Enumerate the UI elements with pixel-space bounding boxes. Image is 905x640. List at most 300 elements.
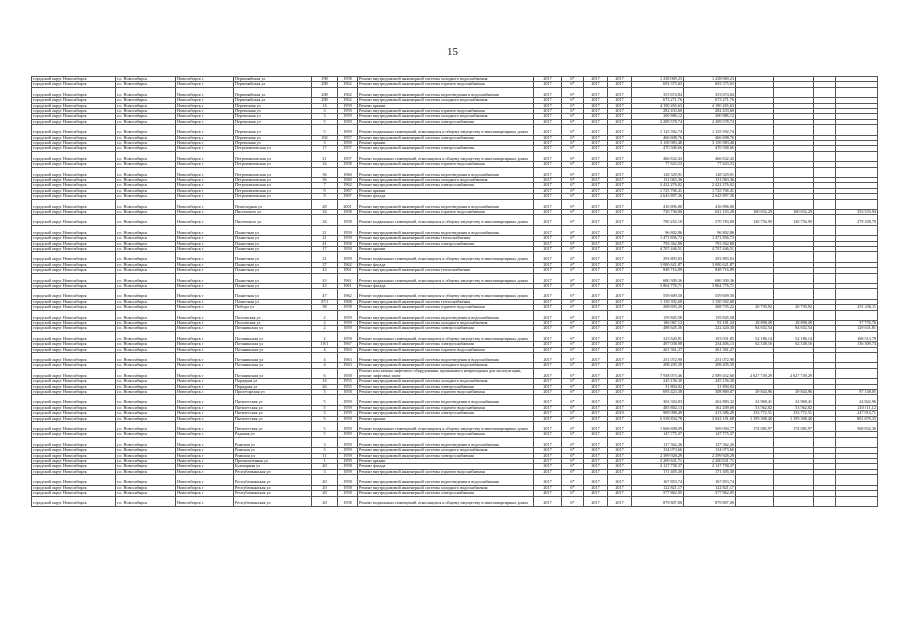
street-cell: Промышленная ул [234, 459, 312, 464]
end-year-cell: 2017 [608, 178, 632, 183]
end-year-cell: 2017 [608, 247, 632, 252]
end-year-cell: 2017 [608, 225, 632, 235]
region-cell [814, 353, 836, 363]
fund-cost-cell: 370 783,00 [684, 215, 736, 225]
budget-cell: 133 772,51 [774, 411, 814, 416]
plan-year-cell: 2017 [534, 342, 562, 347]
work-type-cell: Ремонт внутридомовой инженерной системы горячего водоснабжения [358, 432, 534, 437]
fund-cost-cell: 122 821,17 [684, 485, 736, 490]
end-year-cell: 2019 [608, 411, 632, 416]
district-cell: г.о. Новосибирск [116, 416, 176, 421]
district-cell: г.о. Новосибирск [116, 188, 176, 193]
total-cost-cell: 171 405,30 [632, 469, 684, 474]
start-year-cell: 2017 [584, 284, 608, 289]
subsidy-cell: 49 844,96 [736, 390, 774, 395]
work-type-cell: Ремонт внутридомовой инженерной системы теплоснабжения [358, 299, 534, 304]
municipality-cell: городской округ Новосибирск [32, 114, 116, 119]
subsidy-cell: 62 148,16 [736, 342, 774, 347]
start-year-cell: 2017 [584, 289, 608, 299]
work-type-cell: Ремонт внутридомовой инженерной системы горячего водоснабжения [358, 82, 534, 87]
house-number-cell: 43 [312, 268, 338, 273]
end-year-cell: 2017 [608, 469, 632, 474]
work-type-cell: Ремонт подвальных помещений, относящихся к общему имуществу в многоквартирных домах [358, 331, 534, 341]
start-year-cell: 2017 [584, 109, 608, 114]
district-cell: г.о. Новосибирск [116, 252, 176, 262]
municipality-cell: городской округ Новосибирск [32, 284, 116, 289]
total-cost-cell: 77 623,53 [632, 162, 684, 167]
city-cell: Новосибирск г [176, 114, 234, 119]
end-year-cell: 2017 [608, 305, 632, 310]
street-cell: Республиканская ул [234, 485, 312, 490]
budget-cell [774, 199, 814, 209]
build-year-cell: 1958 [338, 496, 358, 506]
code-cell: 6* [562, 321, 584, 326]
district-cell: г.о. Новосибирск [116, 77, 176, 82]
plan-year-cell: 2017 [534, 241, 562, 246]
total-cost-cell: 497 038,98 [632, 342, 684, 347]
start-year-cell: 2017 [584, 299, 608, 304]
start-year-cell: 2017 [584, 422, 608, 432]
work-type-cell: Ремонт подвальных помещений, относящихся к общему имуществу в многоквартирных домах [358, 151, 534, 161]
municipality-cell: городской округ Новосибирск [32, 167, 116, 177]
start-year-cell: 2017 [584, 491, 608, 496]
fund-cost-cell: 4 190 265,63 [684, 103, 736, 108]
code-cell: 6* [562, 273, 584, 283]
house-number-cell: 2 [312, 331, 338, 341]
code-cell: 6* [562, 305, 584, 310]
district-cell: г.о. Новосибирск [116, 395, 176, 405]
city-cell: Новосибирск г [176, 167, 234, 177]
plan-year-cell: 2017 [534, 103, 562, 108]
total-cost-cell: 720 736,80 [632, 210, 684, 215]
code-cell: 6* [562, 390, 584, 395]
start-year-cell: 2017 [584, 326, 608, 331]
work-type-cell: Ремонт внутридомовой инженерной системы электроснабжения [358, 119, 534, 124]
plan-year-cell: 2017 [534, 384, 562, 389]
total-cost-cell: 790 252,10 [632, 215, 684, 225]
end-year-cell: 2017 [608, 114, 632, 119]
end-year-cell: 2017 [608, 82, 632, 87]
plan-year-cell: 2017 [534, 98, 562, 103]
city-cell: Новосибирск г [176, 363, 234, 368]
code-cell: 6* [562, 225, 584, 235]
start-year-cell: 2017 [584, 87, 608, 97]
fund-cost-cell: 262 883,32 [684, 395, 736, 405]
district-cell: г.о. Новосибирск [116, 119, 176, 124]
plan-year-cell: 2017 [534, 395, 562, 405]
budget-cell: 120 756,90 [774, 215, 814, 225]
house-number-cell: 14 [312, 103, 338, 108]
municipality-cell: городской округ Новосибирск [32, 379, 116, 384]
plan-year-cell: 2017 [534, 268, 562, 273]
region-cell [814, 368, 836, 378]
work-type-cell: Ремонт подвальных помещений, относящихся к общему имуществу в многоквартирных домах [358, 496, 534, 506]
build-year-cell: 1967 [338, 188, 358, 193]
end-year-cell: 2017 [608, 268, 632, 273]
end-year-cell: 2017 [608, 167, 632, 177]
total-cost-cell: 2 127 758,37 [632, 464, 684, 469]
house-number-cell: 10/1 [312, 342, 338, 347]
subsidy-cell: 133 772,51 [736, 411, 774, 416]
street-cell: Первомайская ул [234, 98, 312, 103]
code-cell: 6* [562, 199, 584, 209]
start-year-cell: 2017 [584, 241, 608, 246]
fund-cost-cell: 413 386,29 [684, 411, 736, 416]
work-type-cell: Ремонт внутридомовой инженерной системы холодного водоснабжения [358, 485, 534, 490]
city-cell: Новосибирск г [176, 178, 234, 183]
start-year-cell: 2017 [584, 347, 608, 352]
budget-cell [774, 310, 814, 320]
work-type-cell: Ремонт внутридомовой инженерной системы водоотведения и водоснабжения [358, 475, 534, 485]
city-cell: Новосибирск г [176, 151, 234, 161]
district-cell: г.о. Новосибирск [116, 384, 176, 389]
code-cell: 6* [562, 299, 584, 304]
subsidy-cell [736, 151, 774, 161]
code-cell: 6* [562, 87, 584, 97]
house-number-cell: 4 [312, 363, 338, 368]
plan-year-cell: 2017 [534, 326, 562, 331]
code-cell: 6* [562, 162, 584, 167]
owner-cell [836, 167, 878, 177]
house-number-cell: 7 [312, 183, 338, 188]
city-cell: Новосибирск г [176, 199, 234, 209]
code-cell: 6* [562, 82, 584, 87]
district-cell: г.о. Новосибирск [116, 363, 176, 368]
house-number-cell: 21 [312, 252, 338, 262]
table-row [32, 310, 878, 320]
house-number-cell: 208 [312, 82, 338, 87]
district-cell: г.о. Новосибирск [116, 347, 176, 352]
end-year-cell: 2017 [608, 342, 632, 347]
fund-cost-cell: 171 405,30 [684, 469, 736, 474]
start-year-cell: 2017 [584, 342, 608, 347]
street-cell: Планетная ул [234, 268, 312, 273]
build-year-cell: 1958 [338, 77, 358, 82]
city-cell: Новосибирск г [176, 268, 234, 273]
end-year-cell: 2017 [608, 384, 632, 389]
work-type-cell: Ремонт крыши [358, 188, 534, 193]
fund-cost-cell: 569 094,77 [684, 422, 736, 432]
work-type-cell: Ремонт внутридомовой инженерной системы теплоснабжения [358, 268, 534, 273]
total-cost-cell: 1 666 698,09 [632, 422, 684, 432]
work-type-cell: Ремонт внутридомовой инженерной системы электроснабжения [358, 491, 534, 496]
subsidy-cell [736, 252, 774, 262]
budget-cell: 1 195 308,40 [774, 416, 814, 421]
end-year-cell: 2017 [608, 284, 632, 289]
municipality-cell: городской округ Новосибирск [32, 448, 116, 453]
table-row [32, 331, 878, 341]
code-cell: 6* [562, 215, 584, 225]
owner-cell [836, 273, 878, 283]
build-year-cell: 1959 [338, 422, 358, 432]
table-row [32, 422, 878, 432]
build-year-cell: 1961 [338, 273, 358, 283]
subsidy-cell: 53 562,02 [736, 405, 774, 410]
build-year-cell: 1959 [338, 405, 358, 410]
city-cell: Новосибирск г [176, 491, 234, 496]
fund-cost-cell: 3 150 983,48 [684, 141, 736, 146]
fund-cost-cell: 793 362,80 [684, 241, 736, 246]
city-cell: Новосибирск г [176, 395, 234, 405]
street-cell: Победы ул [234, 305, 312, 310]
house-number-cell: 21 [312, 236, 338, 241]
street-cell: Потанинская ул [234, 363, 312, 368]
city-cell: Новосибирск г [176, 162, 234, 167]
end-year-cell: 2017 [608, 437, 632, 447]
house-number-cell: 28 [312, 199, 338, 209]
municipality-cell: городской округ Новосибирск [32, 135, 116, 140]
street-cell: Петропавловская ул [234, 188, 312, 193]
build-year-cell: 1959 [338, 310, 358, 320]
code-cell: 6* [562, 135, 584, 140]
district-cell: г.о. Новосибирск [116, 167, 176, 177]
build-year-cell: 1967 [338, 194, 358, 199]
start-year-cell: 2017 [584, 215, 608, 225]
total-cost-cell: 3 864 776,71 [632, 284, 684, 289]
start-year-cell: 2017 [584, 379, 608, 384]
street-cell: Перевозная ул [234, 125, 312, 135]
fund-cost-cell: 2 209 578,74 [684, 119, 736, 124]
build-year-cell: 1968 [338, 299, 358, 304]
district-cell: г.о. Новосибирск [116, 183, 176, 188]
total-cost-cell: 909 098,49 [632, 411, 684, 416]
municipality-cell: городской округ Новосибирск [32, 432, 116, 437]
street-cell: Петропавловская ул [234, 146, 312, 151]
total-cost-cell: 1 725 706,41 [632, 188, 684, 193]
start-year-cell: 2017 [584, 395, 608, 405]
fund-cost-cell: 1 471 856,73 [684, 236, 736, 241]
street-cell: Пешеходная ул [234, 199, 312, 209]
end-year-cell: 2017 [608, 103, 632, 108]
code-cell: 6* [562, 151, 584, 161]
code-cell: 6* [562, 262, 584, 267]
district-cell: г.о. Новосибирск [116, 448, 176, 453]
total-cost-cell: 1 471 856,73 [632, 236, 684, 241]
end-year-cell: 2017 [608, 390, 632, 395]
end-year-cell: 2017 [608, 215, 632, 225]
municipality-cell: городской округ Новосибирск [32, 151, 116, 161]
plan-year-cell: 2017 [534, 331, 562, 341]
total-cost-cell: 353 674,84 [632, 87, 684, 97]
street-cell: Полтавская ул [234, 310, 312, 320]
total-cost-cell: 186 067,12 [632, 321, 684, 326]
plan-year-cell: 2017 [534, 448, 562, 453]
table-row [32, 368, 878, 378]
build-year-cell: 1955 [338, 384, 358, 389]
city-cell: Новосибирск г [176, 262, 234, 267]
end-year-cell: 2017 [608, 125, 632, 135]
city-cell: Новосибирск г [176, 119, 234, 124]
municipality-cell: городской округ Новосибирск [32, 411, 116, 416]
municipality-cell: городской округ Новосибирск [32, 87, 116, 97]
total-cost-cell: 879 807,00 [632, 496, 684, 506]
fund-cost-cell: 1 150 392,68 [684, 299, 736, 304]
street-cell: Планетная ул [234, 299, 312, 304]
total-cost-cell: 680 309,36 [632, 273, 684, 283]
subsidy-cell: 32 968,41 [736, 395, 774, 405]
total-cost-cell: 147 775,37 [632, 432, 684, 437]
total-cost-cell: 7 938 073,46 [632, 368, 684, 378]
end-year-cell: 2017 [608, 475, 632, 485]
fund-cost-cell: 167 853,74 [684, 475, 736, 485]
house-number-cell: 3 [312, 448, 338, 453]
district-cell: г.о. Новосибирск [116, 178, 176, 183]
house-number-cell: 3 [312, 437, 338, 447]
budget-cell [774, 475, 814, 485]
fund-cost-cell: 693 375,63 [684, 82, 736, 87]
work-type-cell: Ремонт внутридомовой инженерной системы горячего водоснабжения [358, 162, 534, 167]
total-cost-cell: 673 271,76 [632, 98, 684, 103]
work-type-cell: Ремонт внутридомовой инженерной системы электроснабжения [358, 183, 534, 188]
house-number-cell: 3 [312, 114, 338, 119]
plan-year-cell: 2017 [534, 109, 562, 114]
owner-cell: 353 533,94 [836, 210, 878, 215]
build-year-cell: 1958 [338, 215, 358, 225]
code-cell: 6* [562, 395, 584, 405]
code-cell: 6* [562, 363, 584, 368]
city-cell: Новосибирск г [176, 289, 234, 299]
house-number-cell: 11 [312, 453, 338, 458]
plan-year-cell: 2017 [534, 252, 562, 262]
city-cell: Новосибирск г [176, 432, 234, 437]
end-year-cell: 2017 [608, 241, 632, 246]
start-year-cell: 2017 [584, 114, 608, 119]
end-year-cell: 2017 [608, 453, 632, 458]
district-cell: г.о. Новосибирск [116, 225, 176, 235]
code-cell: 6* [562, 432, 584, 437]
budget-cell: 53 562,02 [774, 405, 814, 410]
municipality-cell: городской округ Новосибирск [32, 331, 116, 341]
house-number-cell: 208 [312, 98, 338, 103]
code-cell: 6* [562, 491, 584, 496]
code-cell: 6* [562, 416, 584, 421]
work-type-cell: Ремонт внутридомовой инженерной системы водоотведения и водоснабжения [358, 310, 534, 320]
plan-year-cell: 2017 [534, 225, 562, 235]
code-cell: 6* [562, 252, 584, 262]
district-cell: г.о. Новосибирск [116, 305, 176, 310]
plan-year-cell: 2017 [534, 475, 562, 485]
municipality-cell: городской округ Новосибирск [32, 485, 116, 490]
start-year-cell: 2017 [584, 98, 608, 103]
street-cell: Потанинская ул [234, 342, 312, 347]
subsidy-cell [736, 167, 774, 177]
work-type-cell: Ремонт внутридомовой инженерной системы холодного водоснабжения [358, 448, 534, 453]
house-number-cell: 43 [312, 273, 338, 283]
city-cell: Новосибирск г [176, 416, 234, 421]
region-cell [814, 475, 836, 485]
district-cell: г.о. Новосибирск [116, 82, 176, 87]
code-cell: 6* [562, 103, 584, 108]
district-cell: г.о. Новосибирск [116, 146, 176, 151]
street-cell: Писемского ул [234, 215, 312, 225]
district-cell: г.о. Новосибирск [116, 353, 176, 363]
code-cell: 6* [562, 98, 584, 103]
work-type-cell: Ремонт внутридомовой инженерной системы водоотведения и водоснабжения [358, 395, 534, 405]
build-year-cell: 1959 [338, 252, 358, 262]
work-type-cell: Ремонт подвальных помещений, относящихся к общему имуществу в многоквартирных домах [358, 289, 534, 299]
plan-year-cell: 2017 [534, 368, 562, 378]
start-year-cell: 2017 [584, 353, 608, 363]
district-cell: г.о. Новосибирск [116, 268, 176, 273]
owner-cell: 57 776,76 [836, 321, 878, 326]
municipality-cell: городской округ Новосибирск [32, 225, 116, 235]
work-type-cell: Ремонт крыши [358, 416, 534, 421]
street-cell: Пролетарская ул [234, 390, 312, 395]
total-cost-cell: 261 361,27 [632, 347, 684, 352]
fund-cost-cell: 131 063,36 [684, 178, 736, 183]
owner-cell: 24 822,96 [836, 395, 878, 405]
plan-year-cell: 2017 [534, 405, 562, 410]
build-year-cell: 1958 [338, 475, 358, 485]
fund-cost-cell: 308 869,07 [684, 390, 736, 395]
start-year-cell: 2017 [584, 405, 608, 410]
municipality-cell: городской округ Новосибирск [32, 241, 116, 246]
municipality-cell: городской округ Новосибирск [32, 289, 116, 299]
start-year-cell: 2017 [584, 305, 608, 310]
budget-cell: 160 632,29 [774, 210, 814, 215]
district-cell: г.о. Новосибирск [116, 114, 176, 119]
plan-year-cell: 2017 [534, 469, 562, 474]
start-year-cell: 2017 [584, 103, 608, 108]
start-year-cell: 2017 [584, 432, 608, 437]
street-cell: Писемского ул [234, 210, 312, 215]
total-cost-cell: 268 693,20 [632, 305, 684, 310]
municipality-cell: городской округ Новосибирск [32, 342, 116, 347]
house-number-cell: 34 [312, 215, 338, 225]
house-number-cell: 9 [312, 194, 338, 199]
total-cost-cell: 2 200 631,71 [632, 459, 684, 464]
house-number-cell: 102 [312, 135, 338, 140]
start-year-cell: 2017 [584, 210, 608, 215]
total-cost-cell: 485 802,13 [632, 405, 684, 410]
end-year-cell: 2017 [608, 135, 632, 140]
city-cell: Новосибирск г [176, 299, 234, 304]
street-cell: Бульварная ул [234, 464, 312, 469]
code-cell: 6* [562, 384, 584, 389]
street-cell: Перевозная ул [234, 109, 312, 114]
house-number-cell: 17 [312, 247, 338, 252]
plan-year-cell: 2017 [534, 162, 562, 167]
house-number-cell: 2 [312, 321, 338, 326]
street-cell: Планетная ул [234, 236, 312, 241]
plan-year-cell: 2017 [534, 119, 562, 124]
end-year-cell: 2017 [608, 87, 632, 97]
build-year-cell: 1958 [338, 162, 358, 167]
start-year-cell: 2017 [584, 125, 608, 135]
start-year-cell: 2017 [584, 268, 608, 273]
build-year-cell: 1957 [338, 151, 358, 161]
district-cell: г.о. Новосибирск [116, 215, 176, 225]
municipality-cell: городской округ Новосибирск [32, 262, 116, 267]
subsidy-cell: 20 739,92 [736, 305, 774, 310]
code-cell: 6* [562, 289, 584, 299]
street-cell: Потанинская ул [234, 331, 312, 341]
start-year-cell: 2017 [584, 135, 608, 140]
build-year-cell: 1958 [338, 305, 358, 310]
city-cell: Новосибирск г [176, 194, 234, 199]
region-cell [814, 289, 836, 299]
owner-cell [836, 368, 878, 378]
end-year-cell: 2017 [608, 262, 632, 267]
municipality-cell: городской округ Новосибирск [32, 236, 116, 241]
end-year-cell: 2017 [608, 496, 632, 506]
build-year-cell: 1959 [338, 326, 358, 331]
build-year-cell: 1959 [338, 395, 358, 405]
start-year-cell: 2017 [584, 464, 608, 469]
fund-cost-cell: 577 862,05 [684, 491, 736, 496]
owner-cell [836, 225, 878, 235]
owner-cell: 168 513,79 [836, 331, 878, 341]
